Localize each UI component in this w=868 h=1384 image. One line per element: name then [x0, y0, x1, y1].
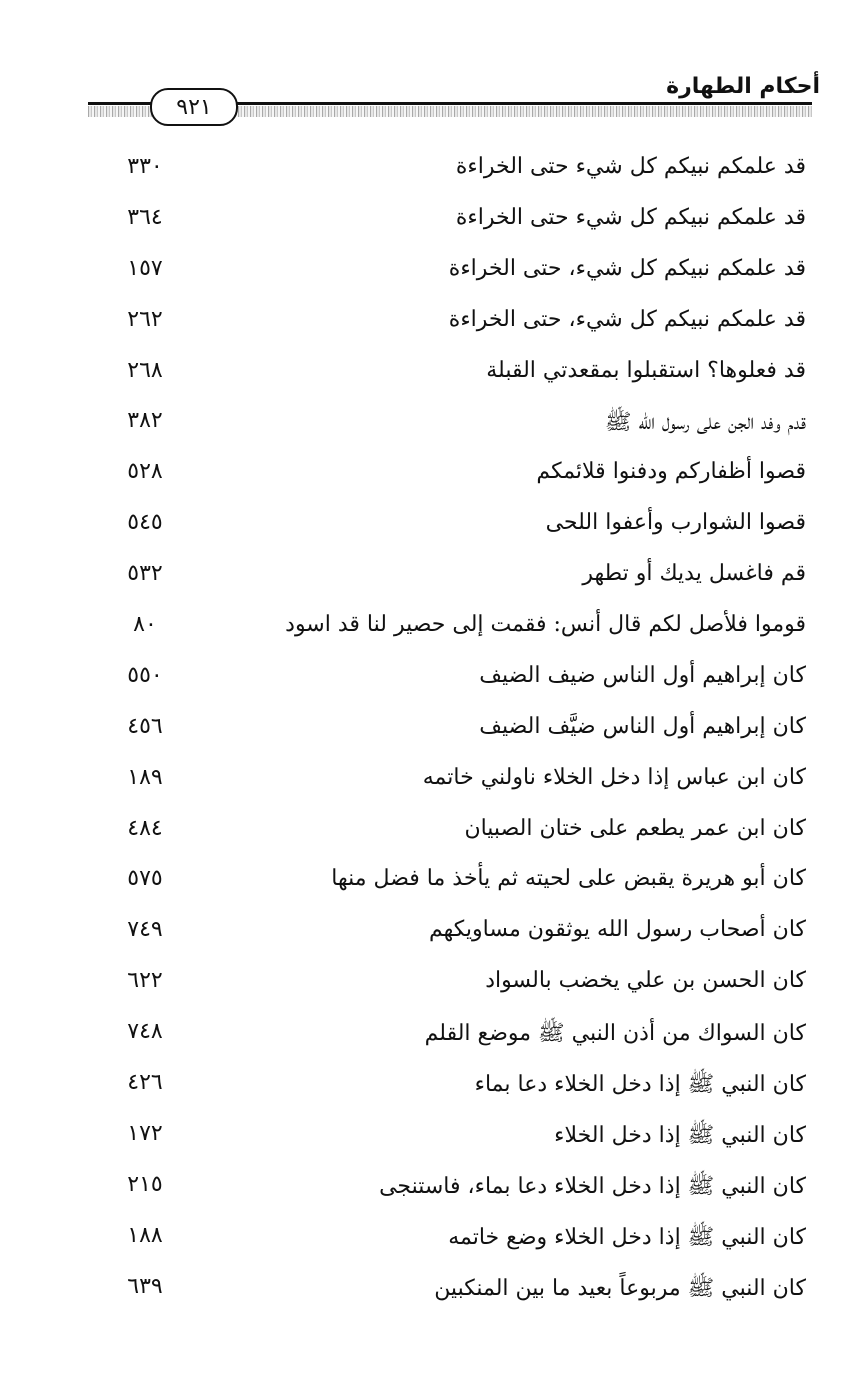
index-row	[0, 350, 868, 401]
page-number: ٩٢١	[176, 94, 212, 120]
entry-page-number: ١٧٢	[127, 1120, 163, 1146]
index-row	[0, 451, 868, 502]
index-row	[0, 1164, 868, 1215]
index-row	[0, 197, 868, 248]
index-row	[0, 960, 868, 1011]
entry-text: كان النبي ﷺ إذا دخل الخلاء	[554, 1122, 806, 1148]
entry-text: كان إبراهيم أول الناس ضيف الضيف	[479, 662, 806, 688]
entry-page-number: ٥٣٢	[127, 561, 163, 587]
entry-text: كان ابن عباس إذا دخل الخلاء ناولني خاتمه	[422, 764, 806, 790]
entry-page-number: ٥٢٨	[127, 459, 163, 485]
entry-text: قصوا أظفاركم ودفنوا قلائمكم	[536, 459, 806, 485]
entry-page-number: ٥٥٠	[127, 662, 163, 688]
index-row	[0, 553, 868, 604]
entry-page-number: ١٨٨	[127, 1222, 163, 1248]
index-row	[0, 400, 868, 451]
entry-page-number: ٣٦٤	[127, 204, 163, 230]
entry-text: كان أصحاب رسول الله يوثقون مساويكهم	[428, 917, 806, 943]
entry-page-number: ٧٤٨	[127, 1019, 163, 1045]
entry-text: قد علمكم نبيكم كل شيء، حتى الخراءة	[448, 306, 806, 332]
index-row	[0, 757, 868, 808]
entry-page-number: ٢٦٢	[127, 306, 163, 332]
entry-page-number: ٥٤٥	[127, 510, 163, 536]
index-row	[0, 248, 868, 299]
index-row	[0, 1215, 868, 1266]
entry-text: قم فاغسل يديك أو تطهر	[582, 561, 806, 587]
entry-text: كان النبي ﷺ مربوعاً بعيد ما بين المنكبين	[434, 1275, 806, 1301]
entry-text: كان إبراهيم أول الناس ضيَّف الضيف	[479, 713, 806, 739]
entry-text: قد علمكم نبيكم كل شيء، حتى الخراءة	[448, 255, 806, 281]
index-row	[0, 146, 868, 197]
index-row	[0, 299, 868, 350]
entry-page-number: ٦٢٢	[127, 968, 163, 994]
entry-text: كان أبو هريرة يقبض على لحيته ثم يأخذ ما فضل منها	[331, 866, 806, 892]
entry-page-number: ٤٥٦	[127, 713, 163, 739]
entry-text: قد علمكم نبيكم كل شيء حتى الخراءة	[455, 204, 806, 230]
hadith-index-list	[0, 146, 868, 1316]
entry-text: قد علمكم نبيكم كل شيء حتى الخراءة	[455, 154, 806, 179]
entry-text: كان النبي ﷺ إذا دخل الخلاء دعا بماء	[474, 1072, 806, 1098]
entry-page-number: ٤٢٦	[127, 1070, 163, 1096]
index-row	[0, 706, 868, 757]
index-row	[0, 604, 868, 655]
entry-text: كان النبي ﷺ إذا دخل الخلاء دعا بماء، فاستنجى	[379, 1173, 806, 1199]
index-row	[0, 1062, 868, 1113]
entry-page-number: ٦٣٩	[127, 1273, 163, 1299]
entry-text: قصوا الشوارب وأعفوا اللحى	[545, 510, 806, 536]
entry-page-number: ٥٧٥	[127, 866, 163, 892]
entry-text: كان النبي ﷺ إذا دخل الخلاء وضع خاتمه	[448, 1224, 806, 1250]
entry-page-number: ٤٨٤	[127, 815, 163, 841]
entry-page-number: ٣٨٢	[127, 408, 163, 434]
index-row	[0, 909, 868, 960]
entry-page-number: ٢١٥	[127, 1171, 163, 1197]
index-row	[0, 808, 868, 859]
entry-text: كان الحسن بن علي يخضب بالسواد	[485, 968, 806, 994]
index-row	[0, 1011, 868, 1062]
entry-text: كان ابن عمر يطعم على ختان الصبيان	[464, 815, 806, 841]
index-row	[0, 858, 868, 909]
entry-page-number: ٨٠	[133, 612, 157, 638]
entry-text: قدم وفد الجن على رسول الله ﷺ	[604, 410, 806, 436]
index-row	[0, 502, 868, 553]
index-row	[0, 1113, 868, 1164]
entry-page-number: ٣٣٠	[127, 154, 163, 179]
entry-page-number: ١٨٩	[127, 764, 163, 790]
index-row	[0, 655, 868, 706]
running-title: أحكام الطهارة	[666, 74, 820, 99]
index-row	[0, 1266, 868, 1317]
entry-text: قد فعلوها؟ استقبلوا بمقعدتي القبلة	[486, 357, 806, 383]
entry-page-number: ١٥٧	[127, 255, 163, 281]
page-number-badge	[150, 88, 238, 126]
entry-text: قوموا فلأصل لكم قال أنس: فقمت إلى حصير لنا قد اسود	[285, 612, 806, 638]
entry-page-number: ٧٤٩	[127, 917, 163, 943]
entry-page-number: ٢٦٨	[127, 357, 163, 383]
entry-text: كان السواك من أذن النبي ﷺ موضع القلم	[424, 1021, 806, 1047]
